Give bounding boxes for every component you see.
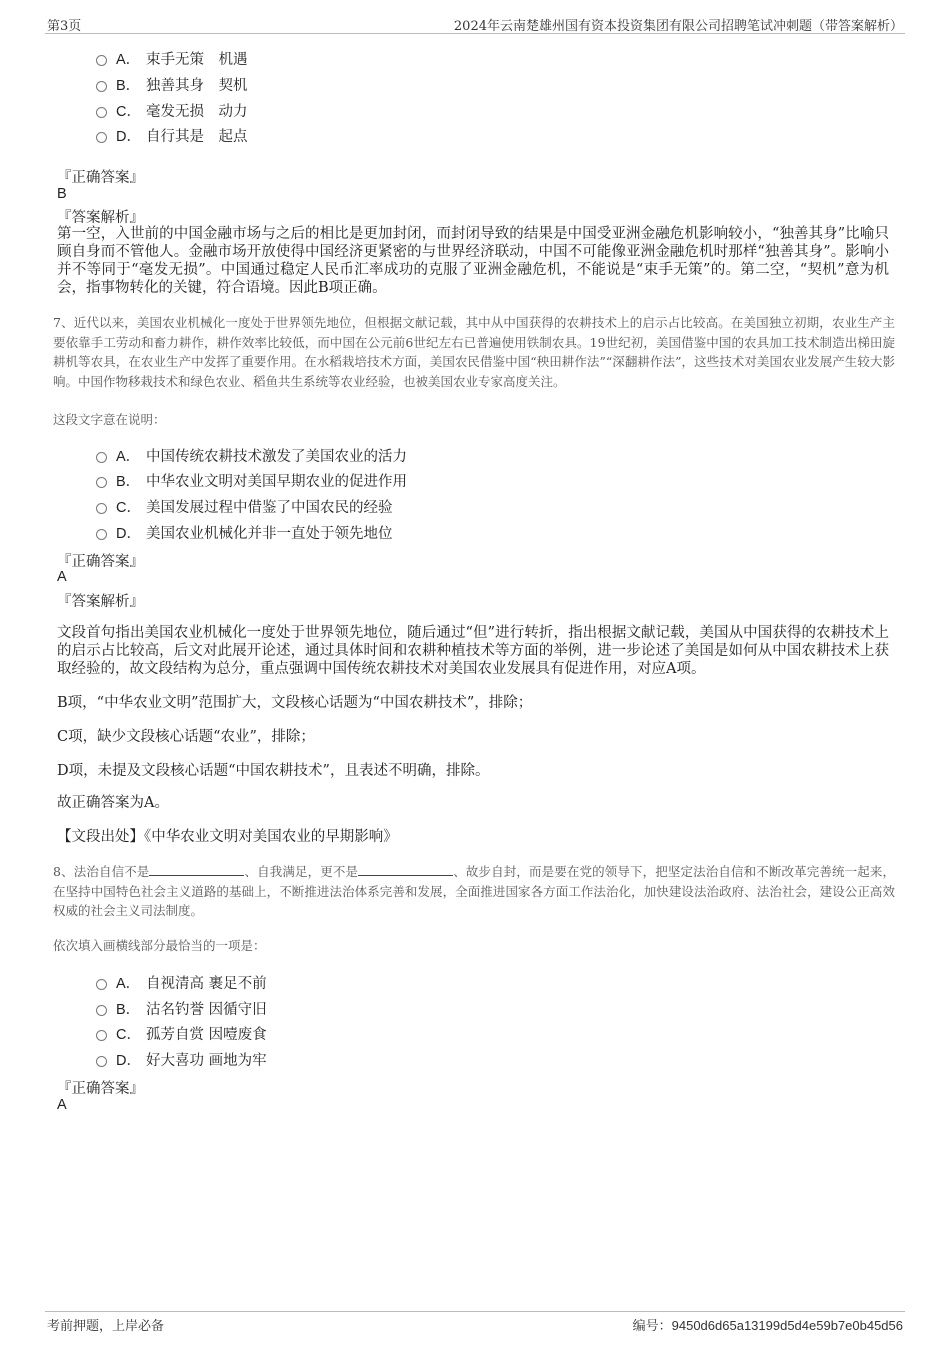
correct-answer-label: 『正确答案』 [57,554,144,570]
radio-icon[interactable] [96,1005,107,1016]
radio-icon[interactable] [96,1056,107,1067]
fill-blank [149,864,244,876]
analysis-label: 『答案解析』 [57,594,144,610]
q7-stem: 7、近代以来，美国农业机械化一度处于世界领先地位，但根据文献记载，其中从中国获得的农耕技术上的启示占比较高。在美国独立初期，农业生产主要依靠手工劳动和畜力耕作，耕作效率比较低，而中国在公元前6世纪左右已普遍使用铁制农具。19世纪初，美国借鉴中国的农具加工技术制造出梯田旋耕机等农具，在农业生产中发挥了重要作用。在水稻栽培技术方面，美国农民借鉴中国“秧田耕作法”“深翻耕作法”，这些技术对美国农业发展产生较大影响。中国作物移栽技术和绿色农业、稻鱼共生系统等农业经验，也被美国农业专家高度关注。 [53,315,895,389]
radio-icon[interactable] [96,132,107,143]
q8-prompt: 依次填入画横线部分最恰当的一项是： [53,938,266,953]
q8-option-a[interactable]: A． 自视清高 裹足不前 [96,972,267,993]
footer-slogan: 考前押题，上岸必备 [47,1319,165,1334]
q7-option-a[interactable]: A． 中国传统农耕技术激发了美国农业的活力 [96,445,407,466]
correct-answer-label: 『正确答案』 [57,1081,144,1097]
analysis-label: 『答案解析』 [57,210,144,226]
q7-option-d[interactable]: D． 美国农业机械化并非一直处于领先地位 [96,522,393,543]
q6-option-b[interactable]: B． 独善其身 契机 [96,74,248,95]
q7-option-c[interactable]: C． 美国发展过程中借鉴了中国农民的经验 [96,496,393,517]
radio-icon[interactable] [96,477,107,488]
radio-icon[interactable] [96,529,107,540]
radio-icon[interactable] [96,503,107,514]
q7-source: 【文段出处】《中华农业文明对美国农业的早期影响》 [57,829,398,845]
q6-option-c[interactable]: C． 毫发无损 动力 [96,100,248,121]
document-code: 编号：9450d6d65a13199d5d4e59b7e0b45d56 [632,1318,903,1334]
page-header [45,13,905,34]
radio-icon[interactable] [96,979,107,990]
radio-icon[interactable] [96,81,107,92]
document-title: 2024年云南楚雄州国有资本投资集团有限公司招聘笔试冲刺题（带答案解析） [453,19,903,34]
q8-option-c[interactable]: C． 孤芳自赏 因噎废食 [96,1023,267,1044]
q7-analysis-main: 文段首句指出美国农业机械化一度处于世界领先地位，随后通过“但”进行转折，指出根据文献记载，美国从中国获得的农耕技术上的启示占比较高，后文对此展开论述，通过具体时间和农耕种植技术等方面的举例，进一步论述了美国是如何从中国农耕技术上获取经验的，故文段结构为总分，重点强调中国传统农耕技术对美国农业发展具有促进作用，对应A项。 [57,625,889,677]
q8-stem: 8、法治自信不是 、自我满足，更不是 、故步自封，而是要在党的领导下，把坚定法治自信和不断改革完善统一起来，在坚持中国特色社会主义道路的基础上，不断推进法治体系完善和发展，全面推进国家各方面工作法治化，加快建设法治政府、法治社会，建设公正高效权威的社会主义司法制度。 [53,864,895,918]
q7-analysis-conclusion: 故正确答案为A。 [57,795,169,811]
radio-icon[interactable] [96,107,107,118]
q6-answer: B [57,186,67,202]
radio-icon[interactable] [96,55,107,66]
q6-analysis: 第一空，入世前的中国金融市场与之后的相比是更加封闭，而封闭导致的结果是中国受亚洲金融危机影响较小，“独善其身”比喻只顾自身而不管他人。金融市场开放使得中国经济更紧密的与世界经济联动，中国不可能像亚洲金融危机时那样“独善其身”。影响小并不等同于“毫发无损”。中国通过稳定人民币汇率成功的克服了亚洲金融危机，不能说是“束手无策”的。第二空，“契机”意为机会，指事物转化的关键，符合语境。因此B项正确。 [57,226,889,296]
fill-blank [358,864,453,876]
q7-analysis-d: D项，未提及文段核心话题“中国农耕技术”，且表述不明确，排除。 [57,763,490,779]
q8-answer: A [57,1097,67,1113]
q7-answer: A [57,569,67,585]
q7-analysis-c: C项，缺少文段核心话题“农业”，排除； [57,729,315,745]
page-number: 第3页 [47,19,82,34]
q7-analysis-b: B项，“中华农业文明”范围扩大，文段核心话题为“中国农耕技术”，排除； [57,695,533,711]
q6-option-a[interactable]: A． 束手无策 机遇 [96,48,248,69]
q6-option-d[interactable]: D． 自行其是 起点 [96,125,248,146]
radio-icon[interactable] [96,1030,107,1041]
correct-answer-label: 『正确答案』 [57,170,144,186]
q7-option-b[interactable]: B． 中华农业文明对美国早期农业的促进作用 [96,470,407,491]
q7-prompt: 这段文字意在说明： [53,412,166,427]
page-footer [45,1311,905,1336]
q8-option-b[interactable]: B． 沽名钓誉 因循守旧 [96,998,267,1019]
radio-icon[interactable] [96,452,107,463]
q8-option-d[interactable]: D． 好大喜功 画地为牢 [96,1049,267,1070]
